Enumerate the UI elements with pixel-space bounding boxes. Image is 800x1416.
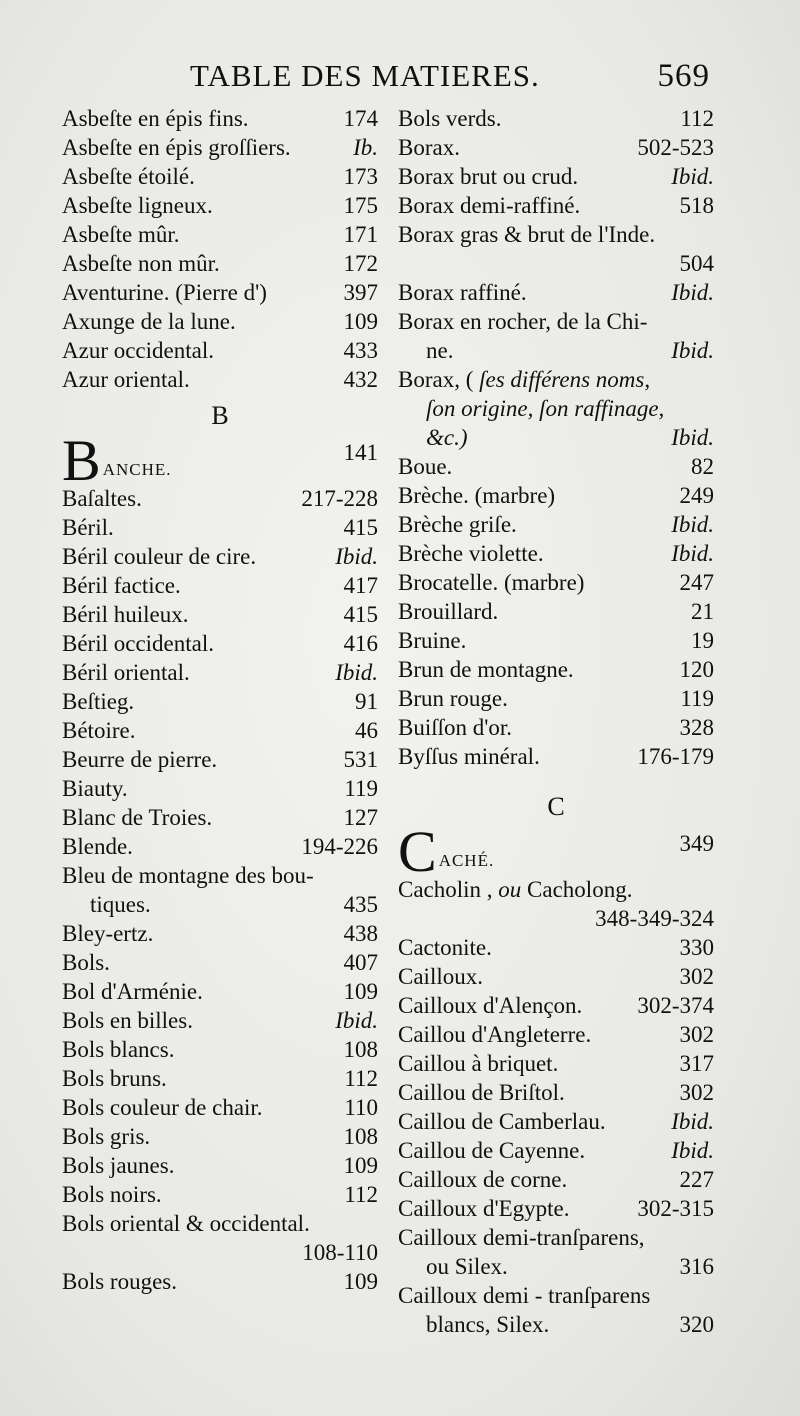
running-header <box>190 58 710 102</box>
entry-ref: 171 <box>343 222 378 247</box>
entry-term: Asbeſte non mûr. <box>62 251 220 276</box>
entry-ref: 433 <box>343 338 378 363</box>
index-entry <box>398 133 714 162</box>
index-entry <box>62 249 378 278</box>
right-column <box>398 104 714 1339</box>
entry-term: Bols bruns. <box>62 1066 167 1091</box>
entry-ref: 302-315 <box>637 1196 714 1221</box>
index-entry-bols-oriental <box>62 1209 378 1267</box>
entry-ref: 112 <box>344 1066 378 1091</box>
entry-term: Borax en rocher, de la Chi- <box>398 309 648 334</box>
entry-term: Cailloux d'Egypte. <box>398 1196 570 1221</box>
index-entry-cacholin <box>398 875 714 933</box>
entry-term-continued: ſon origine, ſon raffinage, <box>426 396 665 421</box>
entry-ref: Ibid. <box>671 164 714 189</box>
text-part: Cacholin , <box>398 877 493 902</box>
entry-ref: 119 <box>680 686 714 711</box>
entry-ref: 349 <box>679 831 714 856</box>
entry-term: Béril couleur de cire. <box>62 544 257 569</box>
entry-term: Caillou d'Angleterre. <box>398 1022 592 1047</box>
index-entry <box>62 307 378 336</box>
entry-term: Brèche griſe. <box>398 512 517 537</box>
entry-ref: 174 <box>343 106 378 131</box>
entry-ref: 502-523 <box>637 135 714 160</box>
entry-term: Bley-ertz. <box>62 921 154 946</box>
entry-ref: 504 <box>679 251 714 276</box>
index-entry <box>62 774 378 803</box>
index-entry <box>398 1107 714 1136</box>
entry-ref: 302-374 <box>637 993 714 1018</box>
index-entry <box>398 481 714 510</box>
entry-term-continued: tiques. <box>90 892 151 917</box>
entry-ref: 317 <box>679 1051 714 1076</box>
text-part: Borax, ( <box>398 367 474 392</box>
entry-ref: 119 <box>344 776 378 801</box>
entry-term: Buiſſon d'or. <box>398 715 513 740</box>
entry-term: Byſſus minéral. <box>398 744 540 769</box>
entry-ref: 415 <box>343 515 378 540</box>
section-heading-c: C <box>547 792 565 821</box>
entry-ref: 407 <box>343 950 378 975</box>
entry-term: Bols en billes. <box>62 1008 193 1033</box>
entries-r3-group <box>398 933 714 1223</box>
entries-r1-group <box>398 104 714 220</box>
entries-b-group <box>62 484 378 861</box>
entry-term: Borax. <box>398 135 460 160</box>
entry-ref: 247 <box>679 570 714 595</box>
index-entry <box>398 1194 714 1223</box>
index-entry <box>62 278 378 307</box>
small-caps-text: ACHÉ. <box>438 851 495 870</box>
index-entry <box>62 220 378 249</box>
index-entry <box>398 510 714 539</box>
text-part-italic: ſes différens noms <box>479 367 645 392</box>
index-entry <box>398 991 714 1020</box>
drop-cap-c: C <box>398 819 437 884</box>
text-part: Cacholong. <box>527 877 633 902</box>
entry-term-continued: blancs, Silex. <box>426 1312 550 1337</box>
entry-term <box>398 365 650 394</box>
entry-term: Bols gris. <box>62 1124 151 1149</box>
entry-term: Baſaltes. <box>62 486 142 511</box>
entry-term: Brun rouge. <box>398 686 508 711</box>
entry-ref: 531 <box>343 747 378 772</box>
entry-ref: 217-228 <box>301 486 378 511</box>
index-entry <box>398 933 714 962</box>
index-entry <box>62 687 378 716</box>
entry-ref: 330 <box>679 935 714 960</box>
entry-term-continued: ne. <box>426 338 454 363</box>
entry-term: Beſtieg. <box>62 689 135 714</box>
index-entry <box>398 1020 714 1049</box>
index-entry <box>62 716 378 745</box>
entry-ref: 194-226 <box>301 834 378 859</box>
entry-term: Boue. <box>398 454 453 479</box>
index-entry <box>398 452 714 481</box>
entry-term: Brèche violette. <box>398 541 544 566</box>
entry-term: Bols noirs. <box>62 1182 162 1207</box>
left-column <box>62 104 378 1296</box>
entry-ref: Ibid. <box>671 1109 714 1134</box>
entry-ref: 110 <box>344 1095 378 1120</box>
index-entry-cailloux-demi-2 <box>398 1281 714 1339</box>
index-entry <box>62 513 378 542</box>
entry-ref: 175 <box>343 193 378 218</box>
index-entry <box>398 1165 714 1194</box>
entry-ref: 172 <box>343 251 378 276</box>
entry-term: Azur oriental. <box>62 367 190 392</box>
entry-ref: 141 <box>343 440 378 465</box>
index-entry <box>398 104 714 133</box>
index-entry <box>398 539 714 568</box>
entry-term: Cailloux d'Alençon. <box>398 993 583 1018</box>
index-entry <box>398 655 714 684</box>
entry-term: Borax raffiné. <box>398 280 527 305</box>
index-entry <box>62 832 378 861</box>
index-entry <box>62 1006 378 1035</box>
index-entry <box>62 336 378 365</box>
index-entry <box>398 162 714 191</box>
entry-term: Cailloux de corne. <box>398 1167 568 1192</box>
entry-ref: 127 <box>343 805 378 830</box>
entry-ref: 82 <box>691 454 714 479</box>
entry-term: Béril occidental. <box>62 631 214 656</box>
entry-ref: 108 <box>343 1124 378 1149</box>
entries-a-group <box>62 104 378 394</box>
drop-cap-b: B <box>62 428 101 493</box>
entry-term: Biauty. <box>62 776 128 801</box>
index-entry <box>398 626 714 655</box>
index-entry <box>62 191 378 220</box>
index-entry-bleu <box>62 861 378 919</box>
entry-term: Bols jaunes. <box>62 1153 175 1178</box>
entry-ref: Ibid. <box>335 1008 378 1033</box>
entry-ref: 176-179 <box>637 744 714 769</box>
index-entry <box>62 977 378 1006</box>
entry-term: Bruine. <box>398 628 467 653</box>
index-entry-banche <box>62 428 378 493</box>
entry-term: Beurre de pierre. <box>62 747 218 772</box>
entry-term: Cailloux. <box>398 964 483 989</box>
index-entry <box>398 1078 714 1107</box>
index-entry-borax-gras <box>398 220 714 278</box>
index-entry <box>62 1151 378 1180</box>
entry-term: Bols couleur de chair. <box>62 1095 263 1120</box>
entry-term: Asbeſte étoilé. <box>62 164 195 189</box>
entry-term: Brouillard. <box>398 599 499 624</box>
entry-ref: Ibid. <box>671 1138 714 1163</box>
entry-term <box>62 428 172 493</box>
index-entry <box>62 1064 378 1093</box>
entry-ref: 397 <box>343 280 378 305</box>
entry-term: Béril. <box>62 515 114 540</box>
page-title: TABLE DES MATIERES. <box>190 58 540 93</box>
entry-term: Blanc de Troies. <box>62 805 213 830</box>
entry-ref: 302 <box>679 1080 714 1105</box>
entry-term <box>398 875 632 904</box>
entry-term-continued: ou Silex. <box>426 1254 508 1279</box>
entry-term: Bols verds. <box>398 106 502 131</box>
index-entry-cache <box>398 819 714 884</box>
entry-term: Cailloux demi-tranſparens, <box>398 1225 645 1250</box>
entry-ref: 109 <box>343 979 378 1004</box>
entry-ref: 249 <box>679 483 714 508</box>
entry-term: Aventurine. (Pierre d') <box>62 280 267 305</box>
entry-ref: Ibid. <box>671 338 714 363</box>
entry-ref: Ibid. <box>335 544 378 569</box>
entry-term: Béril factice. <box>62 573 181 598</box>
entry-term: Béril huileux. <box>62 602 189 627</box>
entry-term: Caillou à briquet. <box>398 1051 559 1076</box>
entry-ref: 348-349-324 <box>595 906 714 931</box>
entry-term: Borax gras & brut de l'Inde. <box>398 222 656 247</box>
entry-ref: 46 <box>355 718 378 743</box>
index-entry <box>62 162 378 191</box>
entry-ref: Ib. <box>353 135 378 160</box>
entry-term: Bols rouges. <box>62 1269 177 1294</box>
entry-ref: 320 <box>679 1312 714 1337</box>
entry-ref: 302 <box>679 1022 714 1047</box>
entry-ref: 109 <box>343 309 378 334</box>
entry-term: Brocatelle. (marbre) <box>398 570 585 595</box>
entry-term: Bols. <box>62 950 110 975</box>
entry-ref: 416 <box>343 631 378 656</box>
entry-term: Brun de montagne. <box>398 657 574 682</box>
index-entry <box>62 629 378 658</box>
entry-ref: 112 <box>344 1182 378 1207</box>
index-entry <box>62 948 378 977</box>
section-heading-b: B <box>211 401 229 430</box>
entry-term: Cactonite. <box>398 935 492 960</box>
index-entry-cailloux-demi-1 <box>398 1223 714 1281</box>
entry-ref: 415 <box>343 602 378 627</box>
index-entry <box>398 191 714 220</box>
entry-ref: 173 <box>343 164 378 189</box>
index-entry <box>398 684 714 713</box>
entry-ref: 21 <box>691 599 714 624</box>
index-entry <box>62 919 378 948</box>
index-entry <box>62 133 378 162</box>
entry-term: Asbeſte mûr. <box>62 222 180 247</box>
index-entry-borax-rocher <box>398 307 714 365</box>
entry-ref: 316 <box>679 1254 714 1279</box>
entry-ref: 108 <box>343 1037 378 1062</box>
entry-ref: 302 <box>679 964 714 989</box>
entry-ref: 112 <box>680 106 714 131</box>
entry-ref: 108-110 <box>302 1240 378 1265</box>
index-entry <box>62 803 378 832</box>
entry-ref: 227 <box>679 1167 714 1192</box>
index-entry-borax-noms <box>398 365 714 452</box>
entry-term: Brèche. (marbre) <box>398 483 556 508</box>
entry-term: Bols blancs. <box>62 1037 175 1062</box>
entry-ref: 518 <box>679 193 714 218</box>
entry-ref: 435 <box>343 892 378 917</box>
index-entry-borax-raffine <box>398 278 714 307</box>
index-entry <box>62 658 378 687</box>
entry-ref: 417 <box>343 573 378 598</box>
text-part-italic: ou <box>498 877 522 902</box>
entry-term: Caillou de Briſtol. <box>398 1080 565 1105</box>
entry-term: Caillou de Camberlau. <box>398 1109 606 1134</box>
index-entry <box>62 365 378 394</box>
entry-ref: 432 <box>343 367 378 392</box>
index-entry <box>398 1049 714 1078</box>
entry-term: Asbeſte ligneux. <box>62 193 213 218</box>
index-entry <box>398 568 714 597</box>
entry-term: Caillou de Cayenne. <box>398 1138 586 1163</box>
index-entry <box>62 1122 378 1151</box>
index-entry <box>398 1136 714 1165</box>
index-entry <box>62 571 378 600</box>
entry-term: Axunge de la lune. <box>62 309 236 334</box>
entry-term: Bols oriental & occidental. <box>62 1211 310 1236</box>
entry-term-continued: &c.) <box>426 425 468 450</box>
entry-term: Bleu de montagne des bou- <box>62 863 314 888</box>
entry-term: Béril oriental. <box>62 660 190 685</box>
entries-r2-group <box>398 452 714 771</box>
entry-term: Borax brut ou crud. <box>398 164 579 189</box>
entry-term: Asbeſte en épis fins. <box>62 106 249 131</box>
entry-ref: 19 <box>691 628 714 653</box>
entry-ref: 91 <box>355 689 378 714</box>
entry-term: Azur occidental. <box>62 338 214 363</box>
index-entry <box>62 484 378 513</box>
small-caps-text: ANCHE. <box>102 460 172 479</box>
entry-ref: 109 <box>343 1153 378 1178</box>
index-entry <box>398 742 714 771</box>
entry-term: Cailloux demi - tranſparens <box>398 1283 651 1308</box>
index-entry-bols-rouges <box>62 1267 378 1296</box>
entry-ref: 438 <box>343 921 378 946</box>
index-entry <box>398 713 714 742</box>
entry-term: Bol d'Arménie. <box>62 979 203 1004</box>
index-entry <box>62 542 378 571</box>
entry-term: Asbeſte en épis groſſiers. <box>62 135 291 160</box>
index-entry <box>62 1180 378 1209</box>
index-entry <box>62 745 378 774</box>
entry-ref: 109 <box>343 1269 378 1294</box>
index-entry <box>398 597 714 626</box>
index-entry <box>62 1093 378 1122</box>
entry-ref: Ibid. <box>671 280 714 305</box>
entry-term: Bétoire. <box>62 718 136 743</box>
entry-term: Blende. <box>62 834 133 859</box>
entry-ref: 328 <box>679 715 714 740</box>
page-number: 569 <box>657 58 710 94</box>
entry-ref: Ibid. <box>671 512 714 537</box>
entry-ref: 120 <box>679 657 714 682</box>
entry-ref: Ibid. <box>671 425 714 450</box>
entry-ref: Ibid. <box>335 660 378 685</box>
index-entry <box>62 600 378 629</box>
index-entry <box>398 962 714 991</box>
entry-term <box>398 819 495 884</box>
index-entry <box>62 104 378 133</box>
entries-b2-group <box>62 919 378 1209</box>
entry-term: Borax demi-raffiné. <box>398 193 581 218</box>
entry-ref: Ibid. <box>671 541 714 566</box>
index-entry <box>62 1035 378 1064</box>
text-part: , <box>644 367 651 392</box>
